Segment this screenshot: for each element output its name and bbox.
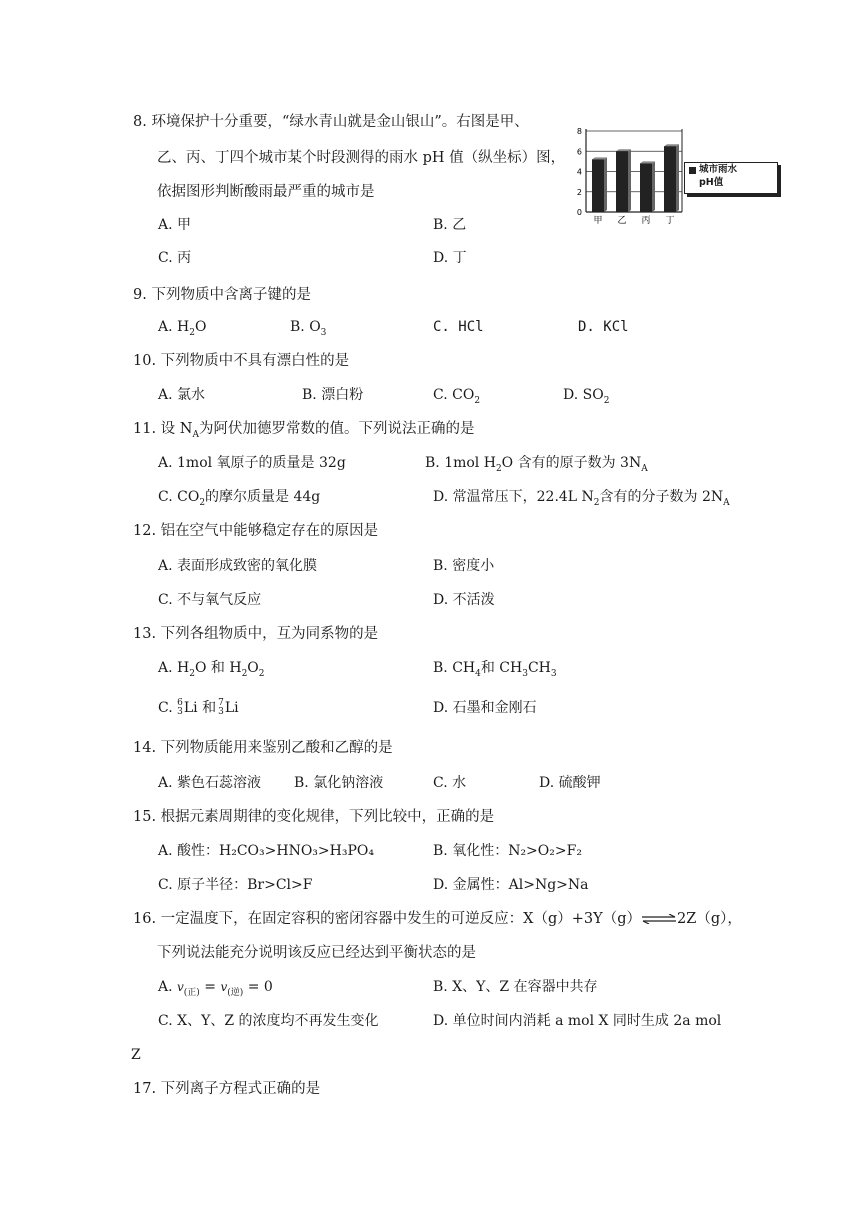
q11-b-sub: 2 <box>495 463 502 474</box>
q15-option-d: D. 金属性：Al>Ng>Na <box>433 877 589 893</box>
q9-b-pre: B. O <box>290 319 321 335</box>
legend-line2: pH值 <box>699 177 724 188</box>
chart-legend <box>684 162 778 194</box>
q13-c-pre: C. <box>158 700 178 716</box>
q16-option-d-continued: Z <box>131 1047 141 1063</box>
chart-bar <box>616 151 628 212</box>
q14-stem: 14. 下列物质能用来鉴别乙酸和乙醇的是 <box>133 740 393 756</box>
q11-d-sub2: A <box>723 497 730 508</box>
q13-option-b <box>433 658 557 684</box>
q13-c-mass1: 6 <box>177 698 183 708</box>
q11-c-post: 的摩尔质量是 44g <box>205 489 321 505</box>
q15-option-a: A. 酸性：H₂CO₃>HNO₃>H₃PO₄ <box>158 843 374 859</box>
q13-a-mid: O 和 H <box>194 660 242 676</box>
q11-d-pre: D. 常温常压下，22.4L N <box>433 489 594 505</box>
q16-a-pre: A. <box>158 979 173 995</box>
q16-a-v1: v <box>177 980 184 994</box>
chart-x-tick-label: 乙 <box>617 216 627 226</box>
q11-option-d <box>433 487 730 513</box>
q9-option-b <box>290 317 326 343</box>
q15-option-c: C. 原子半径：Br>Cl>F <box>158 877 313 893</box>
q13-a-sub3: 2 <box>258 668 265 679</box>
q13-c-mass2: 7 <box>218 698 224 708</box>
q13-b-sub2: 3 <box>522 668 528 679</box>
q8-stem-line2: 乙、丙、丁四个城市某个时段测得的雨水 pH 值（纵坐标）图， <box>157 150 566 166</box>
q14-option-b: B. 氯化钠溶液 <box>294 775 384 791</box>
q15-stem: 15. 根据元素周期律的变化规律，下列比较中，正确的是 <box>133 809 495 825</box>
q11-b-sub2: A <box>641 463 648 474</box>
q12-option-a: A. 表面形成致密的氧化膜 <box>158 558 318 574</box>
q13-a-mid2: O <box>247 660 259 676</box>
q8-option-b: B. 乙 <box>433 217 467 233</box>
q13-option-c <box>158 698 239 718</box>
q16-line1-post: 2Z（g）， <box>677 911 742 927</box>
q16-a-post: = 0 <box>247 979 273 995</box>
q12-option-c: C. 不与氧气反应 <box>158 592 262 608</box>
q9-a-post: O <box>194 319 207 335</box>
q9-stem: 9. 下列物质中含离子键的是 <box>133 287 311 303</box>
q9-b-sub: 3 <box>320 327 327 338</box>
q12-stem: 12. 铝在空气中能够稳定存在的原因是 <box>133 523 379 539</box>
chart-bar-side <box>628 149 631 212</box>
chart-bar-side <box>676 144 679 212</box>
q13-a-sub2: 2 <box>241 668 248 679</box>
chart-y-tick-label: 2 <box>576 187 582 197</box>
q13-c-atomic2: 3 <box>218 707 224 717</box>
q16-option-d: D. 单位时间内消耗 a mol X 同时生成 2a mol <box>433 1013 722 1029</box>
q10-option-d <box>563 385 609 411</box>
chart-bar-side <box>652 161 655 212</box>
q11-option-a: A. 1mol 氧原子的质量是 32g <box>158 455 346 471</box>
q13-c-el2: Li <box>224 700 239 716</box>
chart-bar <box>640 163 652 212</box>
isotope-6-3 <box>177 699 183 717</box>
q16-option-b: B. X、Y、Z 在容器中共存 <box>433 979 598 995</box>
q11-stem-pre: 11. 设 N <box>133 421 193 437</box>
q11-stem-sub: A <box>192 429 199 440</box>
q13-stem: 13. 下列各组物质中，互为同系物的是 <box>133 626 379 642</box>
chart-bar <box>592 159 604 212</box>
chart-x-tick-label: 丙 <box>641 216 651 226</box>
q10-option-c <box>433 385 480 411</box>
chart-y-tick-label: 0 <box>576 208 582 217</box>
chart-y-tick-label: 6 <box>576 147 582 157</box>
q14-option-d: D. 硫酸钾 <box>539 775 601 791</box>
q11-b-pre: B. 1mol H <box>425 455 496 471</box>
q12-option-d: D. 不活泼 <box>433 592 495 608</box>
q10-c-pre: C. CO <box>433 387 475 403</box>
legend-swatch <box>689 167 696 174</box>
q13-option-a <box>158 658 265 684</box>
equilibrium-arrow-icon <box>641 914 677 924</box>
q11-stem-post: 为阿伏加德罗常数的值。下列说法正确的是 <box>198 421 475 437</box>
q16-a-v2: v <box>220 980 228 994</box>
q16-stem-line2: 下列说法能充分说明该反应已经达到平衡状态的是 <box>157 945 476 961</box>
q13-b-mid: 和 CH <box>480 660 523 676</box>
q17-stem: 17. 下列离子方程式正确的是 <box>133 1081 321 1097</box>
legend-line1: 城市雨水 <box>699 164 738 175</box>
q13-a-pre: A. H <box>158 660 190 676</box>
q8-option-c: C. 丙 <box>158 250 192 266</box>
q10-c-sub: 2 <box>474 395 481 406</box>
q16-a-mid: = <box>204 979 221 995</box>
q11-stem <box>133 419 474 445</box>
q16-a-s1: (正) <box>183 987 200 998</box>
q11-b-mid: O 含有的原子数为 3N <box>501 455 642 471</box>
q11-c-pre: C. CO <box>158 489 200 505</box>
q15-option-b: B. 氧化性：N₂>O₂>F₂ <box>433 843 582 859</box>
q14-option-a: A. 紫色石蕊溶液 <box>158 775 262 791</box>
q9-option-d: D. KCl <box>578 319 629 335</box>
q8-option-a: A. 甲 <box>158 217 192 233</box>
q8-stem-line3: 依据图形判断酸雨最严重的城市是 <box>157 184 375 200</box>
q12-option-b: B. 密度小 <box>433 558 495 574</box>
chart-bar <box>664 146 676 212</box>
q16-line1-pre: 16. 一定温度下，在固定容积的密闭容器中发生的可逆反应：X（g）+3Y（g） <box>133 911 642 927</box>
chart-x-tick-label: 甲 <box>593 216 603 226</box>
chart-y-tick-label: 8 <box>576 127 582 136</box>
q16-a-s2: (逆) <box>227 987 244 998</box>
q11-d-sub: 2 <box>593 497 600 508</box>
q16-option-c: C. X、Y、Z 的浓度均不再发生变化 <box>158 1013 379 1029</box>
q9-a-sub: 2 <box>189 327 195 338</box>
q13-option-d: D. 石墨和金刚石 <box>433 700 537 716</box>
q13-b-sub: 4 <box>475 668 481 679</box>
q13-c-el1: Li 和 <box>183 700 217 716</box>
q8-stem-line1: 8. 环境保护十分重要，“绿水青山就是金山银山”。右图是甲、 <box>133 114 529 130</box>
q16-option-a <box>158 977 273 1003</box>
q11-c-sub: 2 <box>199 497 206 508</box>
chart-bar-side <box>604 157 607 212</box>
q8-option-d: D. 丁 <box>433 250 467 266</box>
q9-option-c: C. HCl <box>433 319 484 335</box>
q11-option-c <box>158 487 320 513</box>
q13-b-mid2: CH <box>527 660 551 676</box>
q13-a-sub: 2 <box>189 668 195 679</box>
q13-b-sub3: 3 <box>550 668 557 679</box>
q10-stem: 10. 下列物质中不具有漂白性的是 <box>133 353 350 369</box>
q13-b-pre: B. CH <box>433 660 476 676</box>
chart-y-tick-label: 4 <box>576 167 582 177</box>
q9-option-a <box>158 317 206 343</box>
q10-d-sub: 2 <box>603 395 610 406</box>
q10-d-pre: D. SO <box>563 387 604 403</box>
q11-d-mid: 含有的分子数为 2N <box>599 489 724 505</box>
q16-stem-line1 <box>133 909 742 929</box>
chart-x-tick-label: 丁 <box>665 216 675 226</box>
q14-option-c: C. 水 <box>433 775 467 791</box>
q10-option-b: B. 漂白粉 <box>302 387 364 403</box>
isotope-7-3 <box>218 699 224 717</box>
q9-a-pre: A. H <box>158 319 190 335</box>
q13-c-atomic1: 3 <box>177 707 183 717</box>
q11-option-b <box>425 453 648 479</box>
q10-option-a: A. 氯水 <box>158 387 206 403</box>
